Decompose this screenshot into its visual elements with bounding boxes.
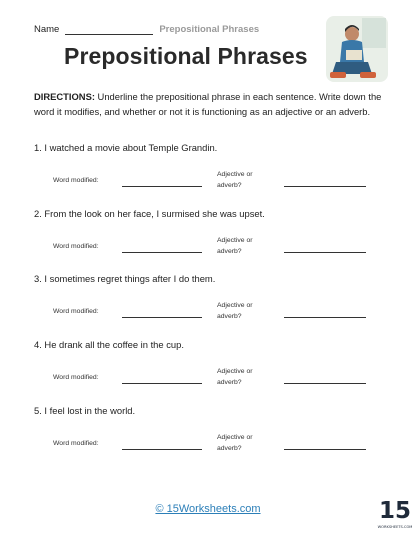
adjective-label-line1: Adjective or bbox=[217, 368, 253, 375]
name-field[interactable] bbox=[65, 25, 153, 35]
logo-number: 15 bbox=[378, 498, 412, 524]
adjective-adverb-label bbox=[217, 300, 277, 322]
boy-reading-icon bbox=[322, 12, 394, 86]
directions bbox=[34, 89, 384, 119]
header-title: Prepositional Phrases bbox=[159, 24, 260, 35]
logo-text: WORKSHEETS.COM bbox=[377, 525, 413, 529]
adjective-label-line1: Adjective or bbox=[217, 434, 253, 441]
name-line bbox=[34, 24, 259, 35]
adjective-adverb-label bbox=[217, 432, 277, 454]
word-modified-line[interactable] bbox=[122, 449, 202, 450]
adjective-label-line2: adverb? bbox=[217, 313, 242, 320]
adjective-adverb-label bbox=[217, 169, 277, 191]
word-modified-label: Word modified: bbox=[53, 308, 99, 315]
15worksheets-logo bbox=[377, 493, 413, 533]
adjective-label-line2: adverb? bbox=[217, 379, 242, 386]
adjective-adverb-line[interactable] bbox=[284, 317, 366, 318]
adjective-adverb-label bbox=[217, 366, 277, 388]
question-sentence: 5. I feel lost in the world. bbox=[34, 405, 136, 416]
directions-lead: DIRECTIONS: bbox=[34, 91, 95, 102]
adjective-adverb-line[interactable] bbox=[284, 252, 366, 253]
adjective-label-line1: Adjective or bbox=[217, 237, 253, 244]
word-modified-label: Word modified: bbox=[53, 440, 99, 447]
name-label: Name bbox=[34, 24, 60, 35]
page-title: Prepositional Phrases bbox=[64, 43, 308, 69]
adjective-adverb-line[interactable] bbox=[284, 186, 366, 187]
question-sentence: 1. I watched a movie about Temple Grandin. bbox=[34, 142, 218, 153]
question-sentence: 3. I sometimes regret things after I do them. bbox=[34, 273, 216, 284]
word-modified-line[interactable] bbox=[122, 383, 202, 384]
adjective-label-line1: Adjective or bbox=[217, 171, 253, 178]
word-modified-label: Word modified: bbox=[53, 243, 99, 250]
adjective-adverb-label bbox=[217, 235, 277, 257]
adjective-label-line2: adverb? bbox=[217, 248, 242, 255]
directions-text: Underline the prepositional phrase in each sentence. Write down the word it modifies, and whether or not it is functioning as an adjective or an adverb. bbox=[34, 91, 382, 117]
word-modified-label: Word modified: bbox=[53, 177, 99, 184]
footer-link[interactable]: © 15Worksheets.com bbox=[155, 503, 261, 515]
question-sentence: 2. From the look on her face, I surmised she was upset. bbox=[34, 208, 265, 219]
adjective-label-line2: adverb? bbox=[217, 445, 242, 452]
adjective-adverb-line[interactable] bbox=[284, 449, 366, 450]
question-sentence: 4. He drank all the coffee in the cup. bbox=[34, 339, 184, 350]
adjective-label-line2: adverb? bbox=[217, 182, 242, 189]
word-modified-label: Word modified: bbox=[53, 374, 99, 381]
adjective-adverb-line[interactable] bbox=[284, 383, 366, 384]
word-modified-line[interactable] bbox=[122, 252, 202, 253]
adjective-label-line1: Adjective or bbox=[217, 302, 253, 309]
word-modified-line[interactable] bbox=[122, 317, 202, 318]
word-modified-line[interactable] bbox=[122, 186, 202, 187]
